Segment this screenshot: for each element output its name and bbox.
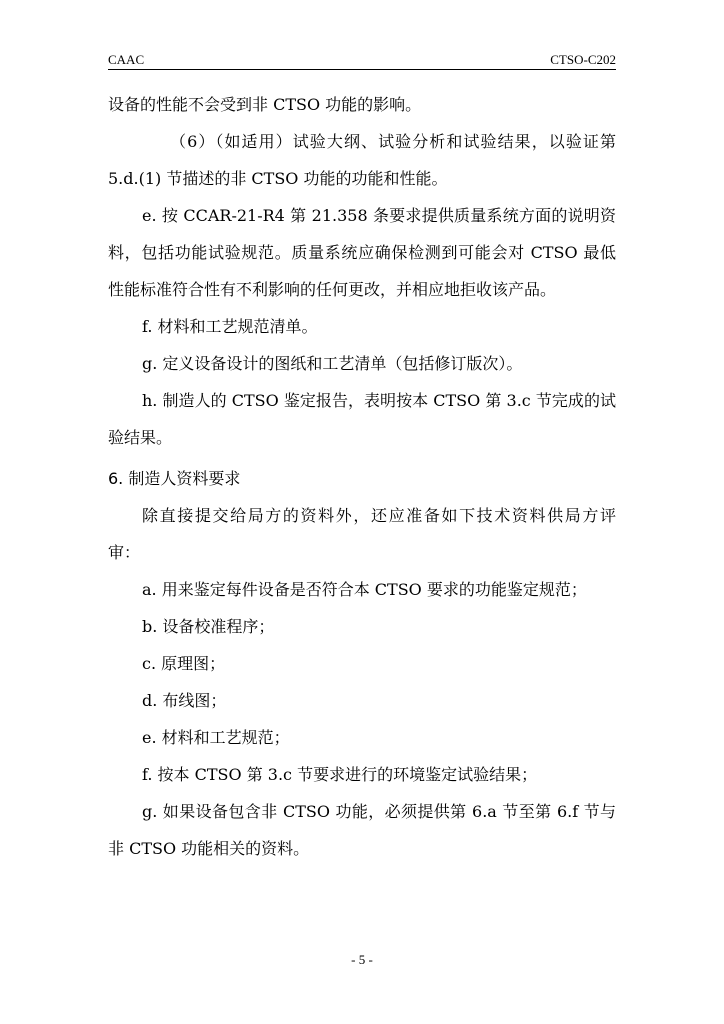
section-line: 非 CTSO 功能相关的资料。 <box>108 839 310 858</box>
body-line: h. 制造人的 CTSO 鉴定报告，表明按本 CTSO 第 3.c 节完成的试 <box>142 391 616 410</box>
header-rule <box>108 69 616 70</box>
body-line: f. 材料和工艺规范清单。 <box>142 317 318 336</box>
section-line: 审： <box>108 543 141 562</box>
header-right-text: CTSO-C202 <box>550 52 616 67</box>
page-number: - 5 - <box>351 952 373 967</box>
body-line: 性能标准符合性有不利影响的任何更改，并相应地拒收该产品。 <box>108 280 557 299</box>
page-header <box>108 52 616 68</box>
section-line: a. 用来鉴定每件设备是否符合本 CTSO 要求的功能鉴定规范； <box>142 580 587 599</box>
section-heading: 6. 制造人资料要求 <box>108 469 241 488</box>
body-line: e. 按 CCAR-21-R4 第 21.358 条要求提供质量系统方面的说明资 <box>142 206 616 225</box>
header-left-text: CAAC <box>108 52 145 67</box>
section-line: d. 布线图； <box>142 691 227 710</box>
body-line: 料，包括功能试验规范。质量系统应确保检测到可能会对 CTSO 最低 <box>108 243 616 262</box>
section-line: g. 如果设备包含非 CTSO 功能，必须提供第 6.a 节至第 6.f 节与 <box>142 802 616 821</box>
section-line: f. 按本 CTSO 第 3.c 节要求进行的环境鉴定试验结果； <box>142 765 538 784</box>
body-line: 5.d.(1) 节描述的非 CTSO 功能的功能和性能。 <box>108 169 448 188</box>
body-line: （6）（如适用）试验大纲、试验分析和试验结果，以验证第 <box>170 132 616 151</box>
section-line: 除直接提交给局方的资料外，还应准备如下技术资料供局方评 <box>142 506 616 525</box>
section-line: b. 设备校准程序； <box>142 617 275 636</box>
section-line: c. 原理图； <box>142 654 226 673</box>
body-line: 设备的性能不会受到非 CTSO 功能的影响。 <box>108 95 422 114</box>
body-line: 验结果。 <box>108 428 173 447</box>
section-line: e. 材料和工艺规范； <box>142 728 290 747</box>
body-line: g. 定义设备设计的图纸和工艺清单（包括修订版次）。 <box>142 354 523 373</box>
document-body <box>108 86 616 867</box>
